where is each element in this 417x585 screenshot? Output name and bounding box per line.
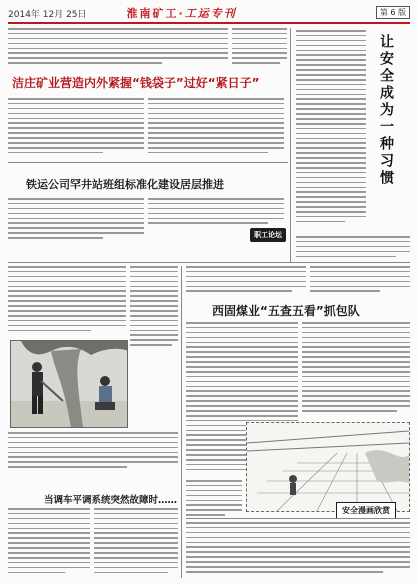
- photo-caption: [8, 432, 178, 480]
- article-1-body-left: [8, 98, 144, 158]
- divider-1: [8, 162, 288, 163]
- right-column-rule: [290, 28, 291, 263]
- article-4-title: 当调车平调系统突然故障时……: [44, 495, 178, 506]
- article-2-title: 铁运公司罕井站班组标准化建设居层推进: [26, 178, 224, 191]
- article-4-body-left: [8, 508, 90, 578]
- article-2-cont-left: [8, 266, 126, 336]
- header-rule: [8, 22, 410, 24]
- cartoon-title: 安全漫画欣赏: [336, 502, 396, 519]
- article-4-body-right: [94, 508, 178, 578]
- article-3-body-right: [302, 322, 410, 418]
- article-2-cont-mid: [130, 266, 178, 346]
- divider-2: [8, 262, 410, 263]
- article-3-title: 西固煤业“五查五看”抓包队: [212, 304, 360, 318]
- page-number: 第 6 版: [376, 6, 410, 19]
- article-2-body-left: [8, 198, 144, 244]
- issue-date: 2014年 12月 25日: [8, 9, 87, 20]
- article-1-title: 洁庄矿业营造内外紧握“钱袋子”过好“紧日子”: [12, 76, 260, 90]
- article-2-body-right: [148, 198, 284, 228]
- paper-name: [127, 5, 237, 21]
- divider-3: [186, 518, 410, 519]
- side-article-body: [296, 30, 366, 230]
- article-1-lead: [8, 28, 228, 68]
- paper-name-text: 淮南矿工: [126, 7, 179, 20]
- cartoon-image: [247, 423, 409, 511]
- page-header: [8, 4, 410, 22]
- safety-cartoon: [246, 422, 410, 512]
- bottom-right-text: [186, 522, 410, 578]
- photo-workers: [10, 340, 128, 428]
- article-3-lead-right: [310, 266, 410, 296]
- edition-name: ·工运专刊: [178, 7, 237, 20]
- side-article-tail: [296, 236, 410, 262]
- side-article-title: 让安全成为一种习惯: [378, 34, 394, 187]
- article-1-body-right: [148, 98, 284, 158]
- article-3-tail: [186, 480, 242, 520]
- column-badge: 职工论坛: [250, 228, 286, 242]
- center-column-rule: [181, 266, 182, 578]
- article-1-lead-col2: [232, 28, 287, 68]
- photo-workers-image: [11, 341, 128, 428]
- article-3-lead: [186, 266, 306, 296]
